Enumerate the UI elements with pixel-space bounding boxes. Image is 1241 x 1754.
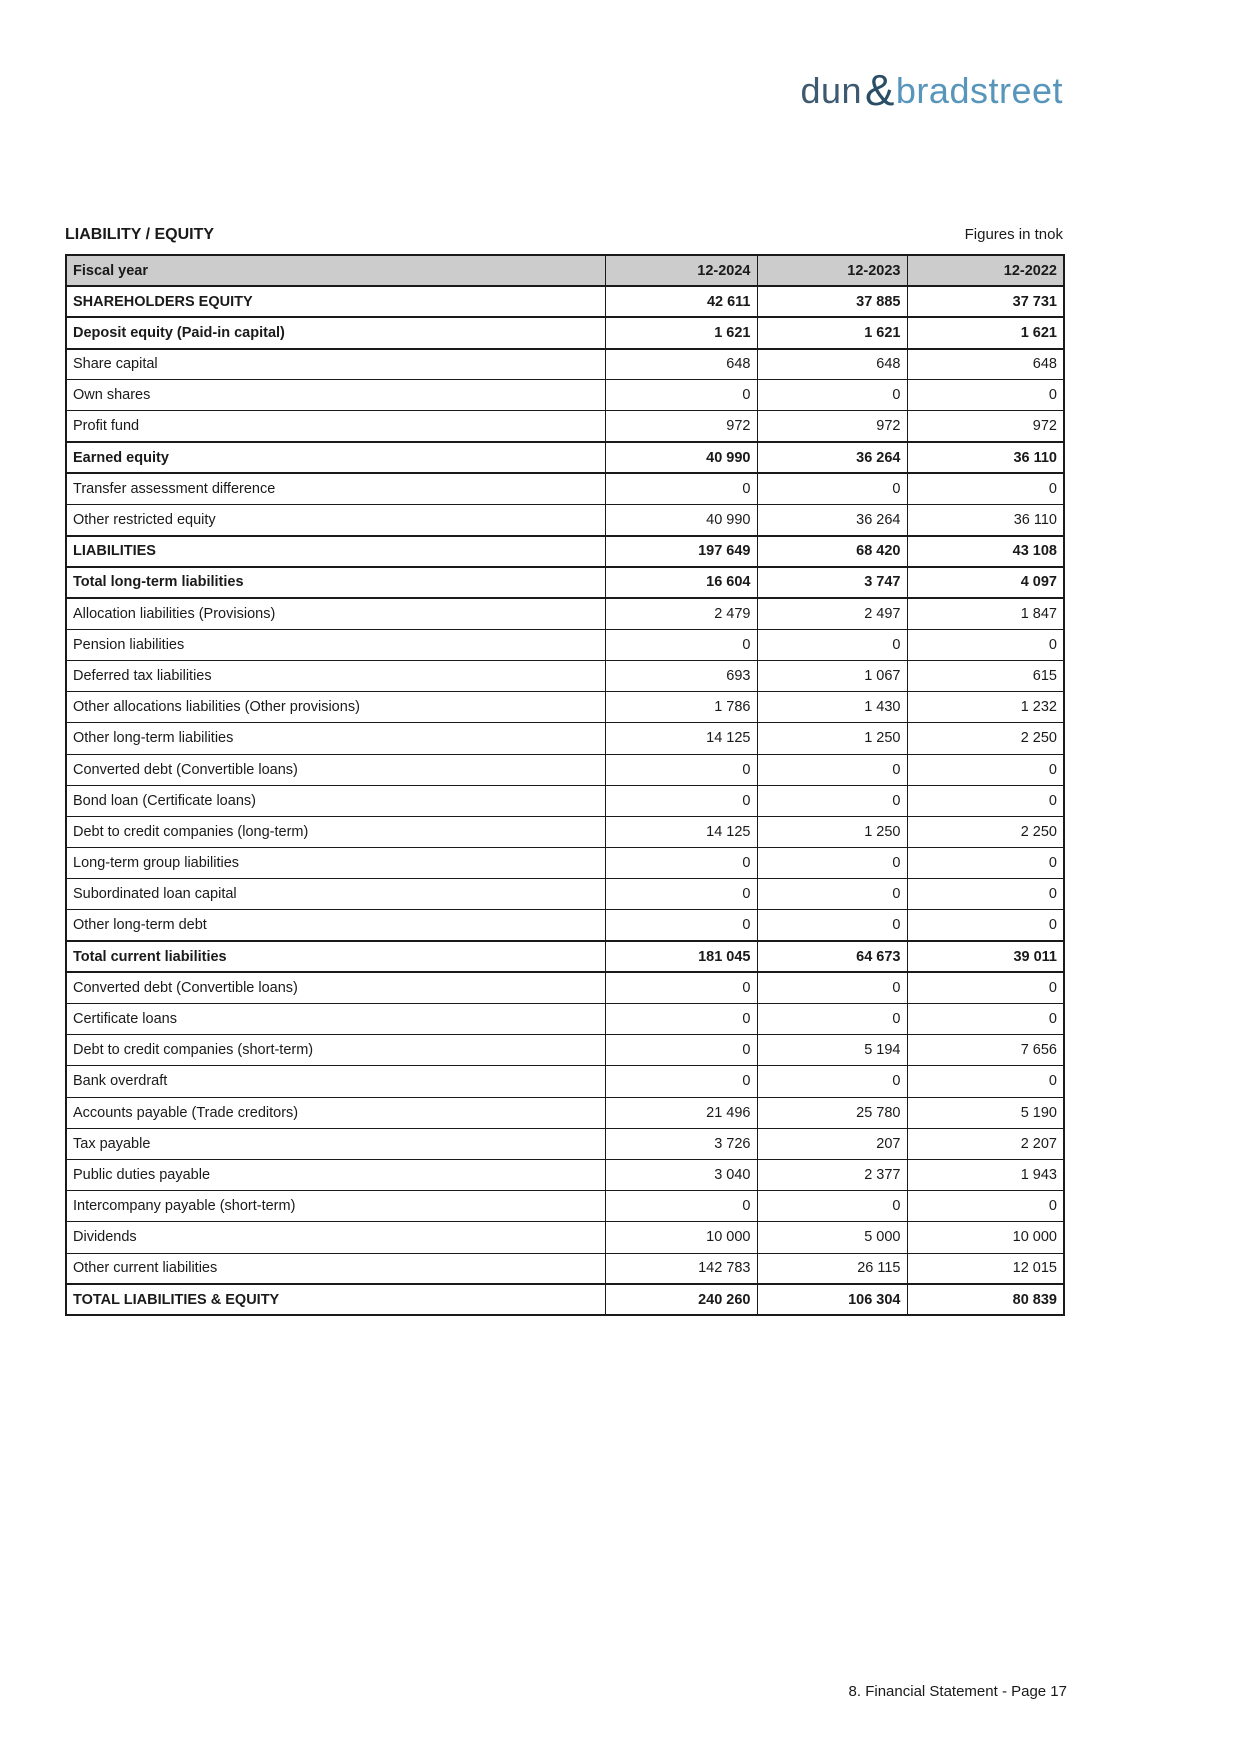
row-value: 1 621: [907, 317, 1064, 348]
logo-ampersand-icon: &: [865, 66, 895, 115]
row-value: 43 108: [907, 536, 1064, 567]
row-value: 0: [907, 754, 1064, 785]
row-label: Bond loan (Certificate loans): [66, 785, 605, 816]
row-value: 0: [757, 1191, 907, 1222]
table-row: [66, 1004, 1064, 1035]
table-row: [66, 629, 1064, 660]
row-value: 37 731: [907, 286, 1064, 317]
column-header-12-2024: 12-2024: [605, 255, 757, 286]
table-header-line: [65, 226, 1063, 244]
row-value: 0: [757, 380, 907, 411]
table-row: [66, 411, 1064, 442]
row-value: 0: [907, 972, 1064, 1003]
row-label: Allocation liabilities (Provisions): [66, 598, 605, 629]
row-value: 1 232: [907, 692, 1064, 723]
row-label: Share capital: [66, 349, 605, 380]
row-value: 2 497: [757, 598, 907, 629]
row-label: Other allocations liabilities (Other provisions): [66, 692, 605, 723]
row-value: 12 015: [907, 1253, 1064, 1284]
row-value: 10 000: [907, 1222, 1064, 1253]
row-value: 0: [605, 848, 757, 879]
row-value: 972: [757, 411, 907, 442]
row-value: 5 190: [907, 1097, 1064, 1128]
row-value: 0: [605, 879, 757, 910]
row-value: 0: [757, 785, 907, 816]
table-row: [66, 286, 1064, 317]
row-value: 0: [757, 1066, 907, 1097]
row-value: 1 430: [757, 692, 907, 723]
table-row: [66, 598, 1064, 629]
row-label: Own shares: [66, 380, 605, 411]
row-value: 0: [605, 910, 757, 941]
table-row: [66, 1159, 1064, 1190]
row-value: 14 125: [605, 723, 757, 754]
row-value: 0: [907, 848, 1064, 879]
row-value: 0: [907, 380, 1064, 411]
row-value: 648: [605, 349, 757, 380]
row-value: 142 783: [605, 1253, 757, 1284]
table-row: [66, 567, 1064, 598]
table-row: [66, 754, 1064, 785]
row-value: 36 110: [907, 442, 1064, 473]
table-row: [66, 1284, 1064, 1315]
table-row: [66, 380, 1064, 411]
row-value: 26 115: [757, 1253, 907, 1284]
row-label: Long-term group liabilities: [66, 848, 605, 879]
row-value: 0: [757, 1004, 907, 1035]
row-value: 615: [907, 660, 1064, 691]
row-value: 972: [907, 411, 1064, 442]
row-label: Accounts payable (Trade creditors): [66, 1097, 605, 1128]
table-row: [66, 816, 1064, 847]
row-value: 3 747: [757, 567, 907, 598]
row-value: 14 125: [605, 816, 757, 847]
row-value: 0: [757, 629, 907, 660]
row-label: Total current liabilities: [66, 941, 605, 972]
row-value: 648: [907, 349, 1064, 380]
table-header-row: [66, 255, 1064, 286]
table-row: [66, 1097, 1064, 1128]
row-value: 0: [907, 1191, 1064, 1222]
row-value: 0: [605, 785, 757, 816]
table-row: [66, 1191, 1064, 1222]
row-value: 0: [757, 972, 907, 1003]
row-value: 0: [757, 879, 907, 910]
row-value: 0: [605, 1066, 757, 1097]
row-value: 0: [605, 629, 757, 660]
row-value: 240 260: [605, 1284, 757, 1315]
row-label: Profit fund: [66, 411, 605, 442]
table-row: [66, 505, 1064, 536]
table-row: [66, 536, 1064, 567]
row-value: 0: [907, 629, 1064, 660]
table-row: [66, 723, 1064, 754]
row-value: 10 000: [605, 1222, 757, 1253]
row-value: 106 304: [757, 1284, 907, 1315]
row-label: TOTAL LIABILITIES & EQUITY: [66, 1284, 605, 1315]
row-value: 972: [605, 411, 757, 442]
column-header-fiscal-year: Fiscal year: [66, 255, 605, 286]
row-label: Subordinated loan capital: [66, 879, 605, 910]
row-value: 1 250: [757, 723, 907, 754]
table-row: [66, 692, 1064, 723]
page-title: LIABILITY / EQUITY: [65, 226, 215, 243]
row-value: 0: [605, 1191, 757, 1222]
row-value: 0: [907, 879, 1064, 910]
row-label: Other long-term debt: [66, 910, 605, 941]
row-value: 0: [605, 1035, 757, 1066]
row-label: Dividends: [66, 1222, 605, 1253]
row-value: 197 649: [605, 536, 757, 567]
row-value: 693: [605, 660, 757, 691]
table-row: [66, 910, 1064, 941]
row-label: Earned equity: [66, 442, 605, 473]
row-value: 1 847: [907, 598, 1064, 629]
row-value: 42 611: [605, 286, 757, 317]
row-value: 0: [605, 1004, 757, 1035]
row-value: 0: [907, 785, 1064, 816]
table-row: [66, 442, 1064, 473]
liability-equity-table: [65, 254, 1065, 1316]
row-value: 16 604: [605, 567, 757, 598]
row-label: Converted debt (Convertible loans): [66, 972, 605, 1003]
row-value: 21 496: [605, 1097, 757, 1128]
row-label: Intercompany payable (short-term): [66, 1191, 605, 1222]
row-value: 0: [907, 1066, 1064, 1097]
row-value: 2 250: [907, 723, 1064, 754]
row-value: 0: [605, 473, 757, 504]
row-label: Debt to credit companies (long-term): [66, 816, 605, 847]
row-value: 64 673: [757, 941, 907, 972]
row-value: 36 264: [757, 442, 907, 473]
row-value: 39 011: [907, 941, 1064, 972]
row-value: 181 045: [605, 941, 757, 972]
column-header-12-2023: 12-2023: [757, 255, 907, 286]
dun-and-bradstreet-logo: [800, 64, 1063, 114]
row-value: 1 067: [757, 660, 907, 691]
row-value: 4 097: [907, 567, 1064, 598]
row-value: 1 786: [605, 692, 757, 723]
row-label: Total long-term liabilities: [66, 567, 605, 598]
row-value: 40 990: [605, 505, 757, 536]
unit-note: Figures in tnok: [964, 226, 1063, 243]
table-row: [66, 1128, 1064, 1159]
row-label: Tax payable: [66, 1128, 605, 1159]
table-row: [66, 473, 1064, 504]
row-label: Certificate loans: [66, 1004, 605, 1035]
row-value: 5 194: [757, 1035, 907, 1066]
row-label: Bank overdraft: [66, 1066, 605, 1097]
row-value: 0: [757, 473, 907, 504]
table-row: [66, 941, 1064, 972]
table-row: [66, 1253, 1064, 1284]
row-value: 3 040: [605, 1159, 757, 1190]
row-value: 0: [757, 848, 907, 879]
row-value: 0: [605, 972, 757, 1003]
table-row: [66, 1035, 1064, 1066]
row-value: 0: [907, 910, 1064, 941]
row-label: LIABILITIES: [66, 536, 605, 567]
row-label: Other restricted equity: [66, 505, 605, 536]
row-value: 0: [605, 754, 757, 785]
row-label: Transfer assessment difference: [66, 473, 605, 504]
row-value: 25 780: [757, 1097, 907, 1128]
row-value: 1 621: [605, 317, 757, 348]
row-value: 36 110: [907, 505, 1064, 536]
row-value: 37 885: [757, 286, 907, 317]
row-value: 0: [605, 380, 757, 411]
logo-word-dun: dun: [800, 70, 863, 111]
row-label: Other long-term liabilities: [66, 723, 605, 754]
row-value: 1 943: [907, 1159, 1064, 1190]
row-label: Pension liabilities: [66, 629, 605, 660]
financial-table-wrapper: [65, 254, 1065, 1316]
row-value: 0: [757, 910, 907, 941]
table-row: [66, 1066, 1064, 1097]
column-header-12-2022: 12-2022: [907, 255, 1064, 286]
table-row: [66, 879, 1064, 910]
row-value: 5 000: [757, 1222, 907, 1253]
row-label: Converted debt (Convertible loans): [66, 754, 605, 785]
row-value: 3 726: [605, 1128, 757, 1159]
table-row: [66, 660, 1064, 691]
row-value: 40 990: [605, 442, 757, 473]
row-value: 0: [907, 473, 1064, 504]
row-value: 207: [757, 1128, 907, 1159]
row-value: 2 479: [605, 598, 757, 629]
page-footer: 8. Financial Statement - Page 17: [848, 1683, 1067, 1700]
row-value: 2 377: [757, 1159, 907, 1190]
row-value: 2 250: [907, 816, 1064, 847]
table-row: [66, 848, 1064, 879]
row-value: 0: [757, 754, 907, 785]
row-value: 648: [757, 349, 907, 380]
table-row: [66, 1222, 1064, 1253]
row-value: 2 207: [907, 1128, 1064, 1159]
row-label: Other current liabilities: [66, 1253, 605, 1284]
row-value: 36 264: [757, 505, 907, 536]
row-label: Debt to credit companies (short-term): [66, 1035, 605, 1066]
row-value: 1 250: [757, 816, 907, 847]
row-value: 68 420: [757, 536, 907, 567]
row-label: Deferred tax liabilities: [66, 660, 605, 691]
row-value: 7 656: [907, 1035, 1064, 1066]
table-row: [66, 317, 1064, 348]
logo-word-bradstreet: bradstreet: [895, 70, 1063, 111]
row-value: 1 621: [757, 317, 907, 348]
table-row: [66, 349, 1064, 380]
row-label: Public duties payable: [66, 1159, 605, 1190]
row-label: Deposit equity (Paid-in capital): [66, 317, 605, 348]
table-row: [66, 972, 1064, 1003]
table-row: [66, 785, 1064, 816]
row-label: SHAREHOLDERS EQUITY: [66, 286, 605, 317]
row-value: 80 839: [907, 1284, 1064, 1315]
row-value: 0: [907, 1004, 1064, 1035]
